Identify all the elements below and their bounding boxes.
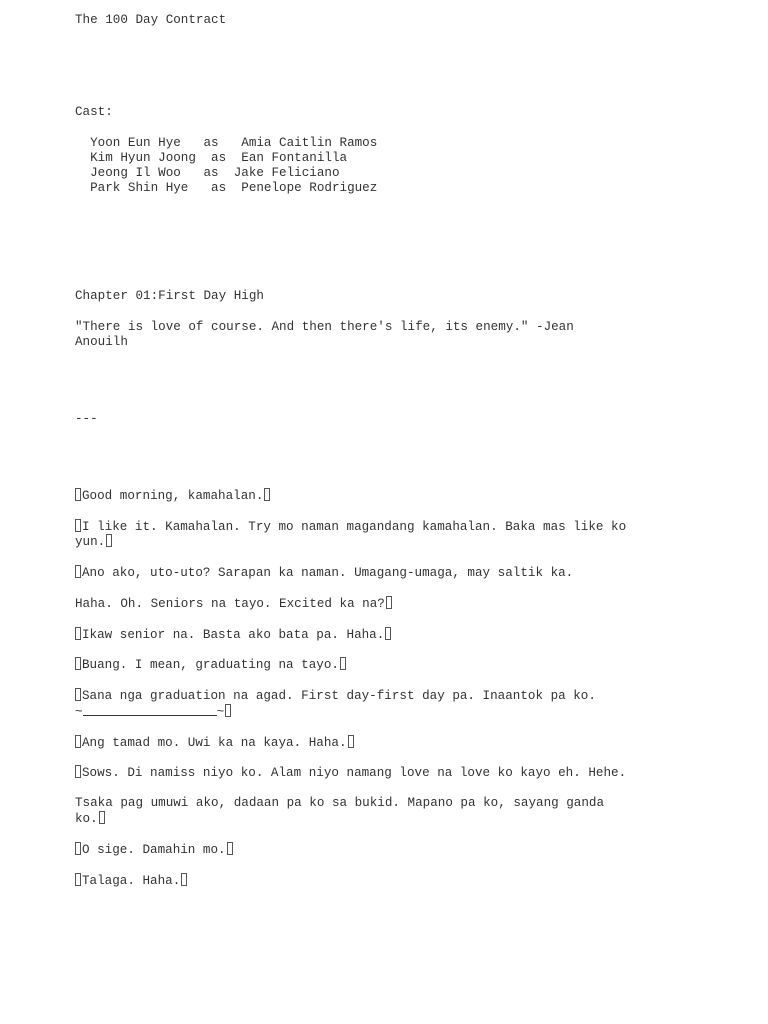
paragraph: Buang. I mean, graduating na tayo. (75, 657, 346, 673)
paragraph: Sana nga graduation na agad. First day-first day pa. Inaantok pa ko. (75, 688, 596, 704)
missing-glyph-icon (75, 565, 81, 578)
missing-glyph-icon (75, 765, 81, 778)
missing-glyph-icon (75, 519, 81, 532)
missing-glyph-icon (340, 657, 346, 670)
missing-glyph-icon (99, 811, 105, 824)
paragraph: Ano ako, uto-uto? Sarapan ka naman. Umagang-umaga, may saltik ka. (75, 565, 573, 581)
cast-heading: Cast: (75, 105, 113, 119)
paragraph: O sige. Damahin mo. (75, 842, 233, 858)
cast-line: Jeong Il Woo as Jake Feliciano (75, 166, 340, 180)
cast-line: Yoon Eun Hye as Amia Caitlin Ramos (75, 136, 378, 150)
paragraph: I like it. Kamahalan. Try mo naman magandang kamahalan. Baka mas like ko (75, 519, 626, 535)
paragraph: Good morning, kamahalan. (75, 488, 270, 504)
missing-glyph-icon (386, 596, 392, 609)
missing-glyph-icon (227, 842, 233, 855)
paragraph-continuation: ko. (75, 811, 105, 827)
missing-glyph-icon (106, 534, 112, 547)
paragraph: Ang tamad mo. Uwi ka na kaya. Haha. (75, 735, 354, 751)
epigraph-line: Anouilh (75, 335, 128, 349)
missing-glyph-icon (75, 657, 81, 670)
paragraph: Talaga. Haha. (75, 873, 187, 889)
section-separator: --- (75, 412, 98, 426)
paragraph: Haha. Oh. Seniors na tayo. Excited ka na? (75, 596, 392, 612)
cast-line: Kim Hyun Joong as Ean Fontanilla (75, 151, 348, 165)
paragraph: Ikaw senior na. Basta ako bata pa. Haha. (75, 627, 391, 643)
cast-line: Park Shin Hye as Penelope Rodriguez (75, 181, 378, 195)
epigraph-line: "There is love of course. And then there's life, its enemy." -Jean (75, 320, 574, 334)
missing-glyph-icon (75, 688, 81, 701)
missing-glyph-icon (225, 704, 231, 717)
chapter-title: Chapter 01:First Day High (75, 289, 264, 303)
paragraph-continuation: yun. (75, 534, 112, 550)
missing-glyph-icon (75, 627, 81, 640)
missing-glyph-icon (181, 873, 187, 886)
missing-glyph-icon (75, 488, 81, 501)
missing-glyph-icon (75, 842, 81, 855)
underline-rule (83, 715, 217, 716)
missing-glyph-icon (75, 873, 81, 886)
missing-glyph-icon (385, 627, 391, 640)
missing-glyph-icon (264, 488, 270, 501)
paragraph: Sows. Di namiss niyo ko. Alam niyo namang love na love ko kayo eh. Hehe. (75, 765, 626, 781)
document-title: The 100 Day Contract (75, 13, 227, 27)
paragraph-continuation: ~ ~ (75, 704, 231, 720)
missing-glyph-icon (348, 735, 354, 748)
missing-glyph-icon (75, 735, 81, 748)
paragraph: Tsaka pag umuwi ako, dadaan pa ko sa bukid. Mapano pa ko, sayang ganda (75, 796, 605, 810)
